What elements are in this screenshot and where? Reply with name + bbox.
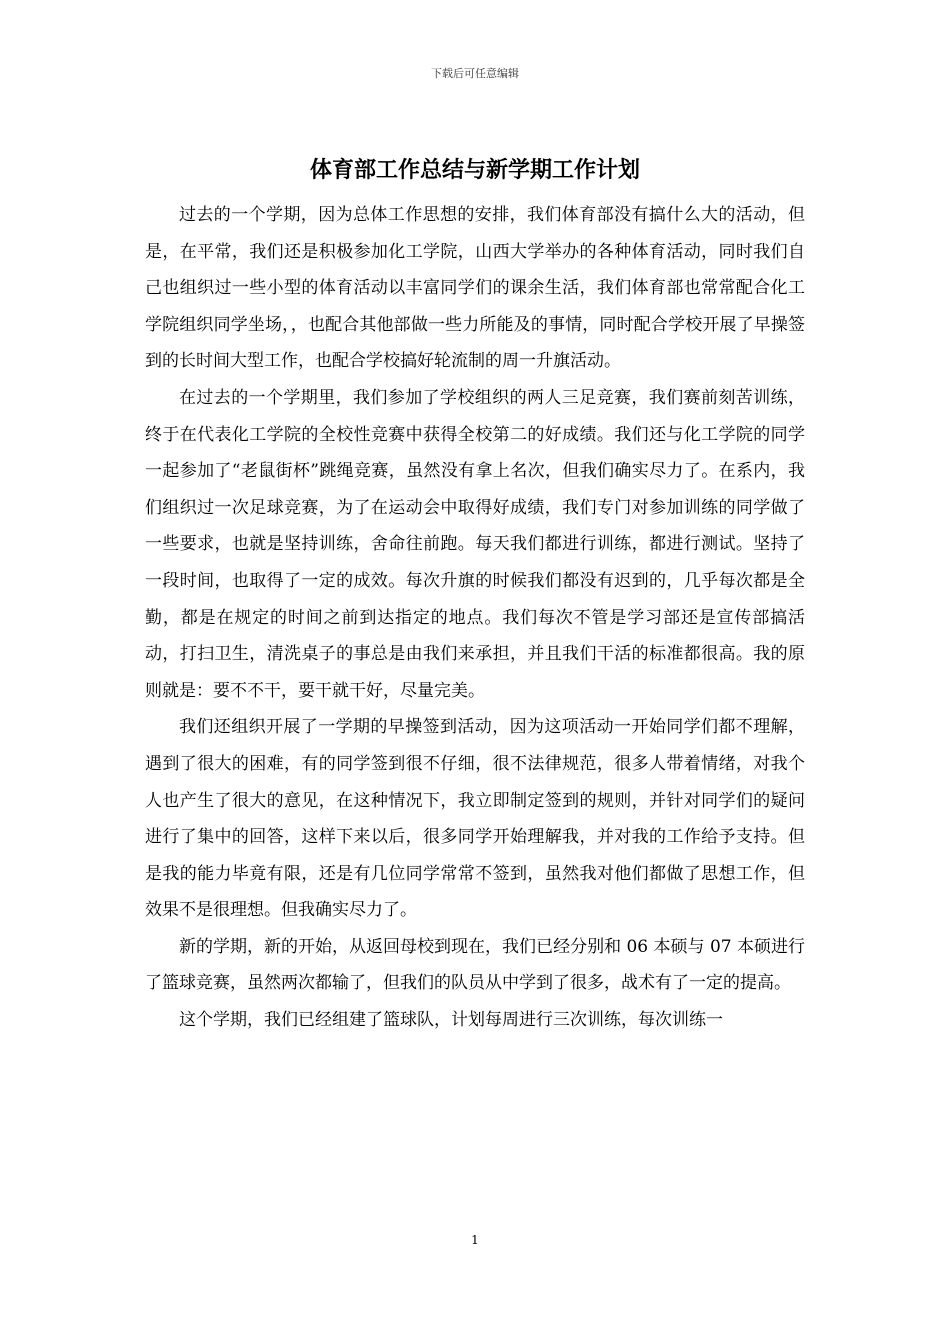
- body-paragraph: 在过去的一个学期里，我们参加了学校组织的两人三足竞赛，我们赛前刻苦训练，终于在代表化工学院的全校性竞赛中获得全校第二的好成绩。我们还与化工学院的同学一起参加了“老鼠街杯”跳绳竞赛，虽然没有拿上名次，但我们确实尽力了。在系内，我们组织过一次足球竞赛，为了在运动会中取得好成绩，我们专门对参加训练的同学做了一些要求，也就是坚持训练，舍命往前跑。每天我们都进行训练，都进行测试。坚持了一段时间，也取得了一定的成效。每次升旗的时候我们都没有迟到的，几乎每次都是全勤，都是在规定的时间之前到达指定的地点。我们每次不管是学习部还是宣传部搞活动，打扫卫生，清洗桌子的事总是由我们来承担，并且我们干活的标准都很高。我的原则就是：要不不干，要干就干好，尽量完美。: [145, 387, 805, 701]
- body-paragraph: 过去的一个学期，因为总体工作思想的安排，我们体育部没有搞什么大的活动，但是，在平常，我们还是积极参加化工学院，山西大学举办的各种体育活动，同时我们自己也组织过一些小型的体育活动以丰富同学们的课余生活，我们体育部也常常配合化工学院组织同学坐场，，也配合其他部做一些力所能及的事情，同时配合学校开展了早操签到的长时间大型工作，也配合学校搞好轮流制的周一升旗活动。: [145, 205, 805, 372]
- document-title: 体育部工作总结与新学期工作计划: [309, 157, 640, 183]
- document-body: [145, 197, 805, 1039]
- body-paragraph: 新的学期，新的开始，从返回母校到现在，我们已经分别和 06 本硕与 07 本硕进行了篮球竞赛，虽然两次都输了，但我们的队员从中学到了很多，战术有了一定的提高。: [145, 936, 805, 994]
- body-paragraph: 这个学期，我们已经组建了篮球队，计划每周进行三次训练，每次训练一: [179, 1010, 723, 1031]
- page-header-note: 下载后可任意编辑: [431, 67, 519, 80]
- body-paragraph: 我们还组织开展了一学期的早操签到活动，因为这项活动一开始同学们都不理解，遇到了很大的困难，有的同学签到很不仔细，很不法律规范，很多人带着情绪，对我个人也产生了很大的意见，在这种情况下，我立即制定签到的规则，并针对同学们的疑问进行了集中的回答，这样下来以后，很多同学开始理解我，并对我的工作给予支持。但是我的能力毕竟有限，还是有几位同学常常不签到，虽然我对他们都做了思想工作，但效果不是很理想。但我确实尽力了。: [145, 717, 805, 921]
- page-number: 1: [471, 1233, 479, 1247]
